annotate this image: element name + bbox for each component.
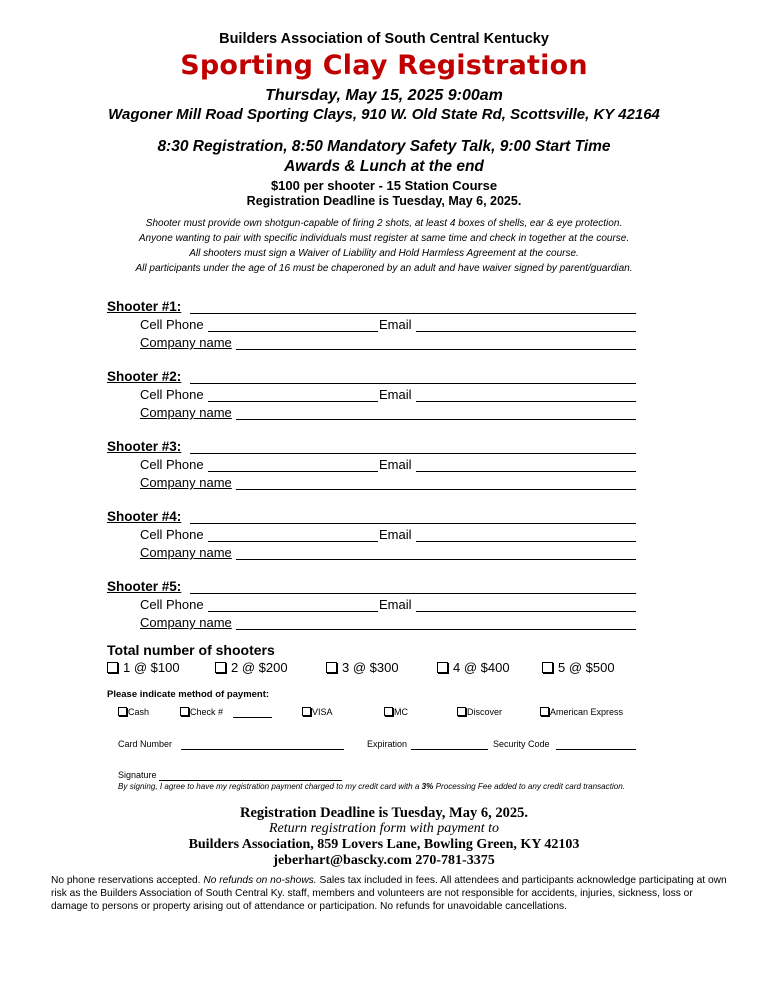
option-label: 4 @ $400: [453, 660, 510, 675]
note-line: Shooter must provide own shotgun-capable of firing 2 shots, at least 4 boxes of shells, ear & eye protection.: [145, 218, 623, 229]
note-line: All shooters must sign a Waiver of Liability and Hold Harmless Agreement at the course.: [189, 248, 579, 259]
signature-field[interactable]: [159, 780, 342, 781]
event-venue: Wagoner Mill Road Sporting Clays, 910 W. Old State Rd, Scottsville, KY 42164: [108, 106, 660, 123]
closing-deadline: Registration Deadline is Tuesday, May 6, 2025.: [239, 805, 528, 821]
total-shooters-label: Total number of shooters: [107, 642, 275, 658]
payment-discover[interactable]: [457, 707, 502, 717]
cell-phone-label: Cell Phone: [140, 317, 204, 332]
footer-text: Sales tax included in fees. All attendees and participants acknowledge participating at own risk as the Builders Association of South Central Ky. staff, members and volunteers are not responsible for accidents, injuries, sickness, loss or damage to persons or property arising out of attendance or participation. No refunds for unavoidable cancellations.: [51, 875, 727, 912]
shooter-name-field[interactable]: [190, 383, 636, 384]
payment-label: American Express: [550, 707, 624, 717]
note-line: Anyone wanting to pair with specific individuals must register at same time and check in together at the course.: [138, 233, 630, 244]
checkbox-icon[interactable]: [437, 662, 448, 673]
event-date: Thursday, May 15, 2025 9:00am: [265, 87, 503, 104]
signature-label: Signature: [118, 770, 157, 780]
payment-label: MC: [394, 707, 408, 717]
cell-phone-label: Cell Phone: [140, 387, 204, 402]
cell-phone-label: Cell Phone: [140, 527, 204, 542]
shooter-name-field[interactable]: [190, 313, 636, 314]
payment-mc[interactable]: [384, 707, 408, 717]
card-number-label: Card Number: [118, 739, 173, 749]
footer-text: No phone reservations accepted.: [51, 875, 204, 886]
payment-method-heading: Please indicate method of payment:: [107, 689, 270, 700]
checkbox-icon[interactable]: [107, 662, 118, 673]
payment-label: Cash: [128, 707, 150, 717]
checkbox-icon[interactable]: [326, 662, 337, 673]
option-label: 2 @ $200: [231, 660, 288, 675]
card-consent-text: [118, 782, 625, 791]
security-code-field[interactable]: [556, 749, 636, 750]
email-label: Email: [379, 457, 412, 472]
payment-amex[interactable]: [540, 707, 623, 717]
checkbox-icon[interactable]: [302, 707, 311, 716]
shooter-label: Shooter #5:: [107, 579, 182, 594]
footer-text: No refunds on no-shows.: [203, 875, 317, 886]
cell-phone-field[interactable]: [208, 471, 378, 472]
event-awards: Awards & Lunch at the end: [284, 158, 484, 175]
company-label: Company name: [140, 545, 232, 560]
company-field[interactable]: [236, 349, 636, 350]
payment-label: Discover: [467, 707, 503, 717]
security-code-label: Security Code: [493, 739, 550, 749]
company-field[interactable]: [236, 489, 636, 490]
expiration-field[interactable]: [411, 749, 488, 750]
shooter-count-option-1[interactable]: [107, 660, 180, 675]
page-title: Sporting Clay Registration: [180, 50, 588, 81]
expiration-label: Expiration: [367, 739, 408, 749]
company-field[interactable]: [236, 559, 636, 560]
company-field[interactable]: [236, 629, 636, 630]
shooter-label: Shooter #3:: [107, 439, 182, 454]
payment-label: Check #: [190, 707, 224, 717]
cell-phone-label: Cell Phone: [140, 597, 204, 612]
consent-text: By signing, I agree to have my registration payment charged to my credit card with a: [118, 782, 422, 791]
checkbox-icon[interactable]: [384, 707, 393, 716]
email-label: Email: [379, 387, 412, 402]
cell-phone-field[interactable]: [208, 401, 378, 402]
cell-phone-label: Cell Phone: [140, 457, 204, 472]
cell-phone-field[interactable]: [208, 541, 378, 542]
shooter-count-option-2[interactable]: [215, 660, 288, 675]
checkbox-icon[interactable]: [540, 707, 549, 716]
note-line: All participants under the age of 16 must be chaperoned by an adult and have waiver signed by parent/guardian.: [135, 263, 633, 274]
shooter-count-option-3[interactable]: [326, 660, 399, 675]
event-price: $100 per shooter - 15 Station Course: [270, 178, 498, 193]
cell-phone-field[interactable]: [208, 331, 378, 332]
payment-label: VISA: [312, 707, 333, 717]
email-field[interactable]: [416, 541, 636, 542]
check-number-field[interactable]: [233, 717, 272, 718]
email-field[interactable]: [416, 331, 636, 332]
return-instructions: Return registration form with payment to: [268, 821, 500, 836]
company-label: Company name: [140, 475, 232, 490]
organization-name: Builders Association of South Central Kentucky: [219, 31, 549, 47]
email-label: Email: [379, 317, 412, 332]
shooter-label: Shooter #2:: [107, 369, 182, 384]
registration-deadline: Registration Deadline is Tuesday, May 6, 2025.: [246, 194, 522, 208]
company-label: Company name: [140, 615, 232, 630]
email-label: Email: [379, 527, 412, 542]
email-label: Email: [379, 597, 412, 612]
checkbox-icon[interactable]: [457, 707, 466, 716]
company-field[interactable]: [236, 419, 636, 420]
checkbox-icon[interactable]: [215, 662, 226, 673]
email-field[interactable]: [416, 471, 636, 472]
footer-disclaimer: [51, 874, 731, 913]
shooter-name-field[interactable]: [190, 593, 636, 594]
option-label: 1 @ $100: [123, 660, 180, 675]
shooter-name-field[interactable]: [190, 453, 636, 454]
event-schedule: 8:30 Registration, 8:50 Mandatory Safety Talk, 9:00 Start Time: [157, 138, 611, 155]
option-label: 3 @ $300: [342, 660, 399, 675]
consent-text: Processing Fee added to any credit card transaction.: [433, 782, 626, 791]
payment-visa[interactable]: [302, 707, 333, 717]
payment-check[interactable]: [180, 707, 223, 717]
shooter-count-option-4[interactable]: [437, 660, 510, 675]
shooter-count-option-5[interactable]: [542, 660, 615, 675]
card-number-field[interactable]: [181, 749, 344, 750]
email-field[interactable]: [416, 401, 636, 402]
checkbox-icon[interactable]: [542, 662, 553, 673]
processing-fee: 3%: [421, 782, 434, 791]
company-label: Company name: [140, 335, 232, 350]
checkbox-icon[interactable]: [118, 707, 127, 716]
company-label: Company name: [140, 405, 232, 420]
return-address: Builders Association, 859 Lovers Lane, Bowling Green, KY 42103: [188, 837, 580, 852]
payment-cash[interactable]: [118, 707, 149, 717]
shooter-label: Shooter #4:: [107, 509, 182, 524]
checkbox-icon[interactable]: [180, 707, 189, 716]
shooter-label: Shooter #1:: [107, 299, 182, 314]
contact-info: jeberhart@bascky.com 270-781-3375: [273, 853, 495, 868]
shooter-name-field[interactable]: [190, 523, 636, 524]
email-field[interactable]: [416, 611, 636, 612]
option-label: 5 @ $500: [558, 660, 615, 675]
cell-phone-field[interactable]: [208, 611, 378, 612]
